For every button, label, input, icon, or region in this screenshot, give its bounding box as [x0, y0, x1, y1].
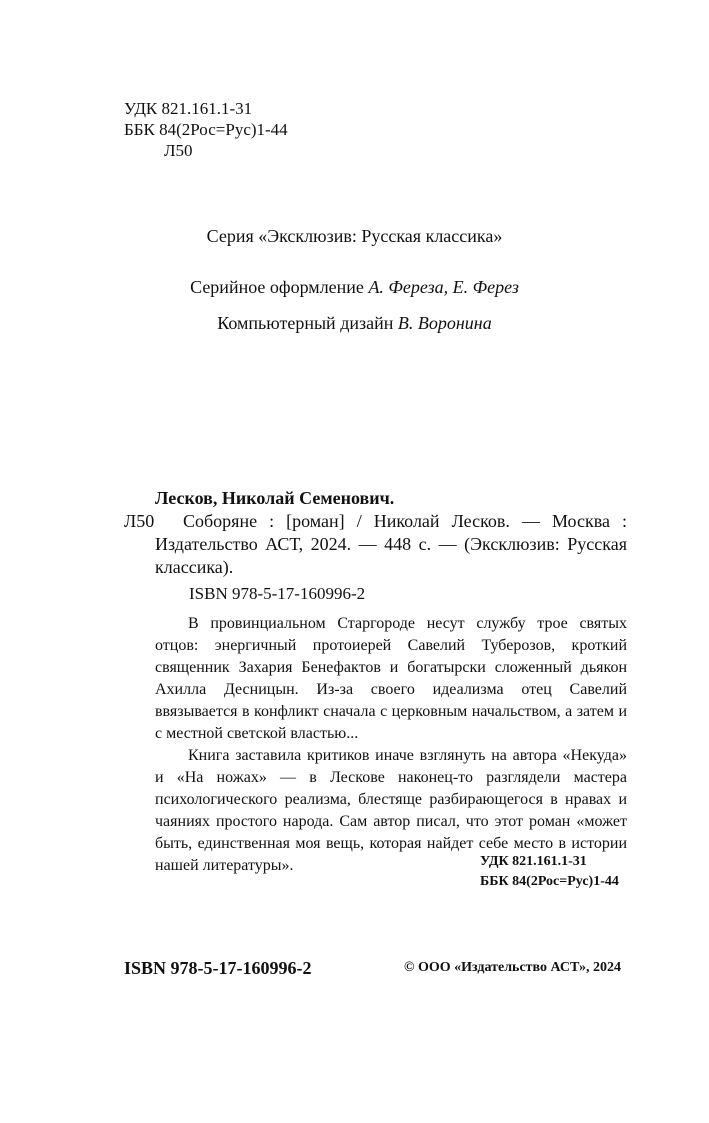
- series-title: Серия «Эксклюзив: Русская классика»: [206, 226, 503, 246]
- computer-design-credit: [0, 313, 709, 334]
- annotation: [155, 613, 627, 877]
- author-code: Л50: [164, 141, 193, 160]
- bbk-code: ББК 84(2Рос=Рус)1-44: [124, 120, 288, 139]
- computer-design-label: Компьютерный дизайн: [217, 313, 398, 333]
- footer-udk: УДК 821.161.1-31: [480, 854, 587, 869]
- bib-author-code: Л50: [124, 511, 155, 531]
- bib-isbn: ISBN 978-5-17-160996-2: [189, 584, 366, 603]
- footer-bbk: ББК 84(2Рос=Рус)1-44: [480, 874, 619, 889]
- computer-design-name: В. Воронина: [397, 313, 492, 333]
- annotation-paragraph-2: Книга заставила критиков иначе взглянуть на автора «Некуда» и «На ножах» — в Лескове наконец-то разглядели мастера психологического реализма, блестяще разбирающегося в нравах и чаяниях простого народа. Сам автор писал, что этот роман «может быть, единственная моя вещь, которая найдет себе место в истории нашей литературы».: [155, 747, 627, 874]
- design-credit: [0, 277, 709, 298]
- bib-description: Соборяне : [роман] / Николай Лесков. — Москва : Издательство АСТ, 2024. — 448 с. — (Эксклюзив: Русская классика).: [155, 511, 627, 577]
- design-credit-label: Серийное оформление: [190, 277, 369, 297]
- copyright-notice: © ООО «Издательство АСТ», 2024: [404, 960, 622, 975]
- classification-block: [124, 98, 288, 161]
- design-credit-names: А. Фереза, Е. Ферез: [368, 277, 519, 297]
- bib-author: Лесков, Николай Семенович.: [155, 488, 395, 508]
- footer-isbn: ISBN 978-5-17-160996-2: [124, 958, 312, 978]
- annotation-paragraph-1: В провинциальном Старгороде несут службу трое святых отцов: энергичный протоиерей Савелий Туберозов, кроткий священник Захария Бенефактов и богатырски сложенный дьякон Ахилла Десницын. Из-за своего идеализма отец Савелий ввязывается в конфликт сначала с церковным начальством, а затем и с местной светской властью...: [155, 615, 627, 742]
- udk-code: УДК 821.161.1-31: [124, 99, 253, 118]
- footer-classification: [480, 852, 619, 892]
